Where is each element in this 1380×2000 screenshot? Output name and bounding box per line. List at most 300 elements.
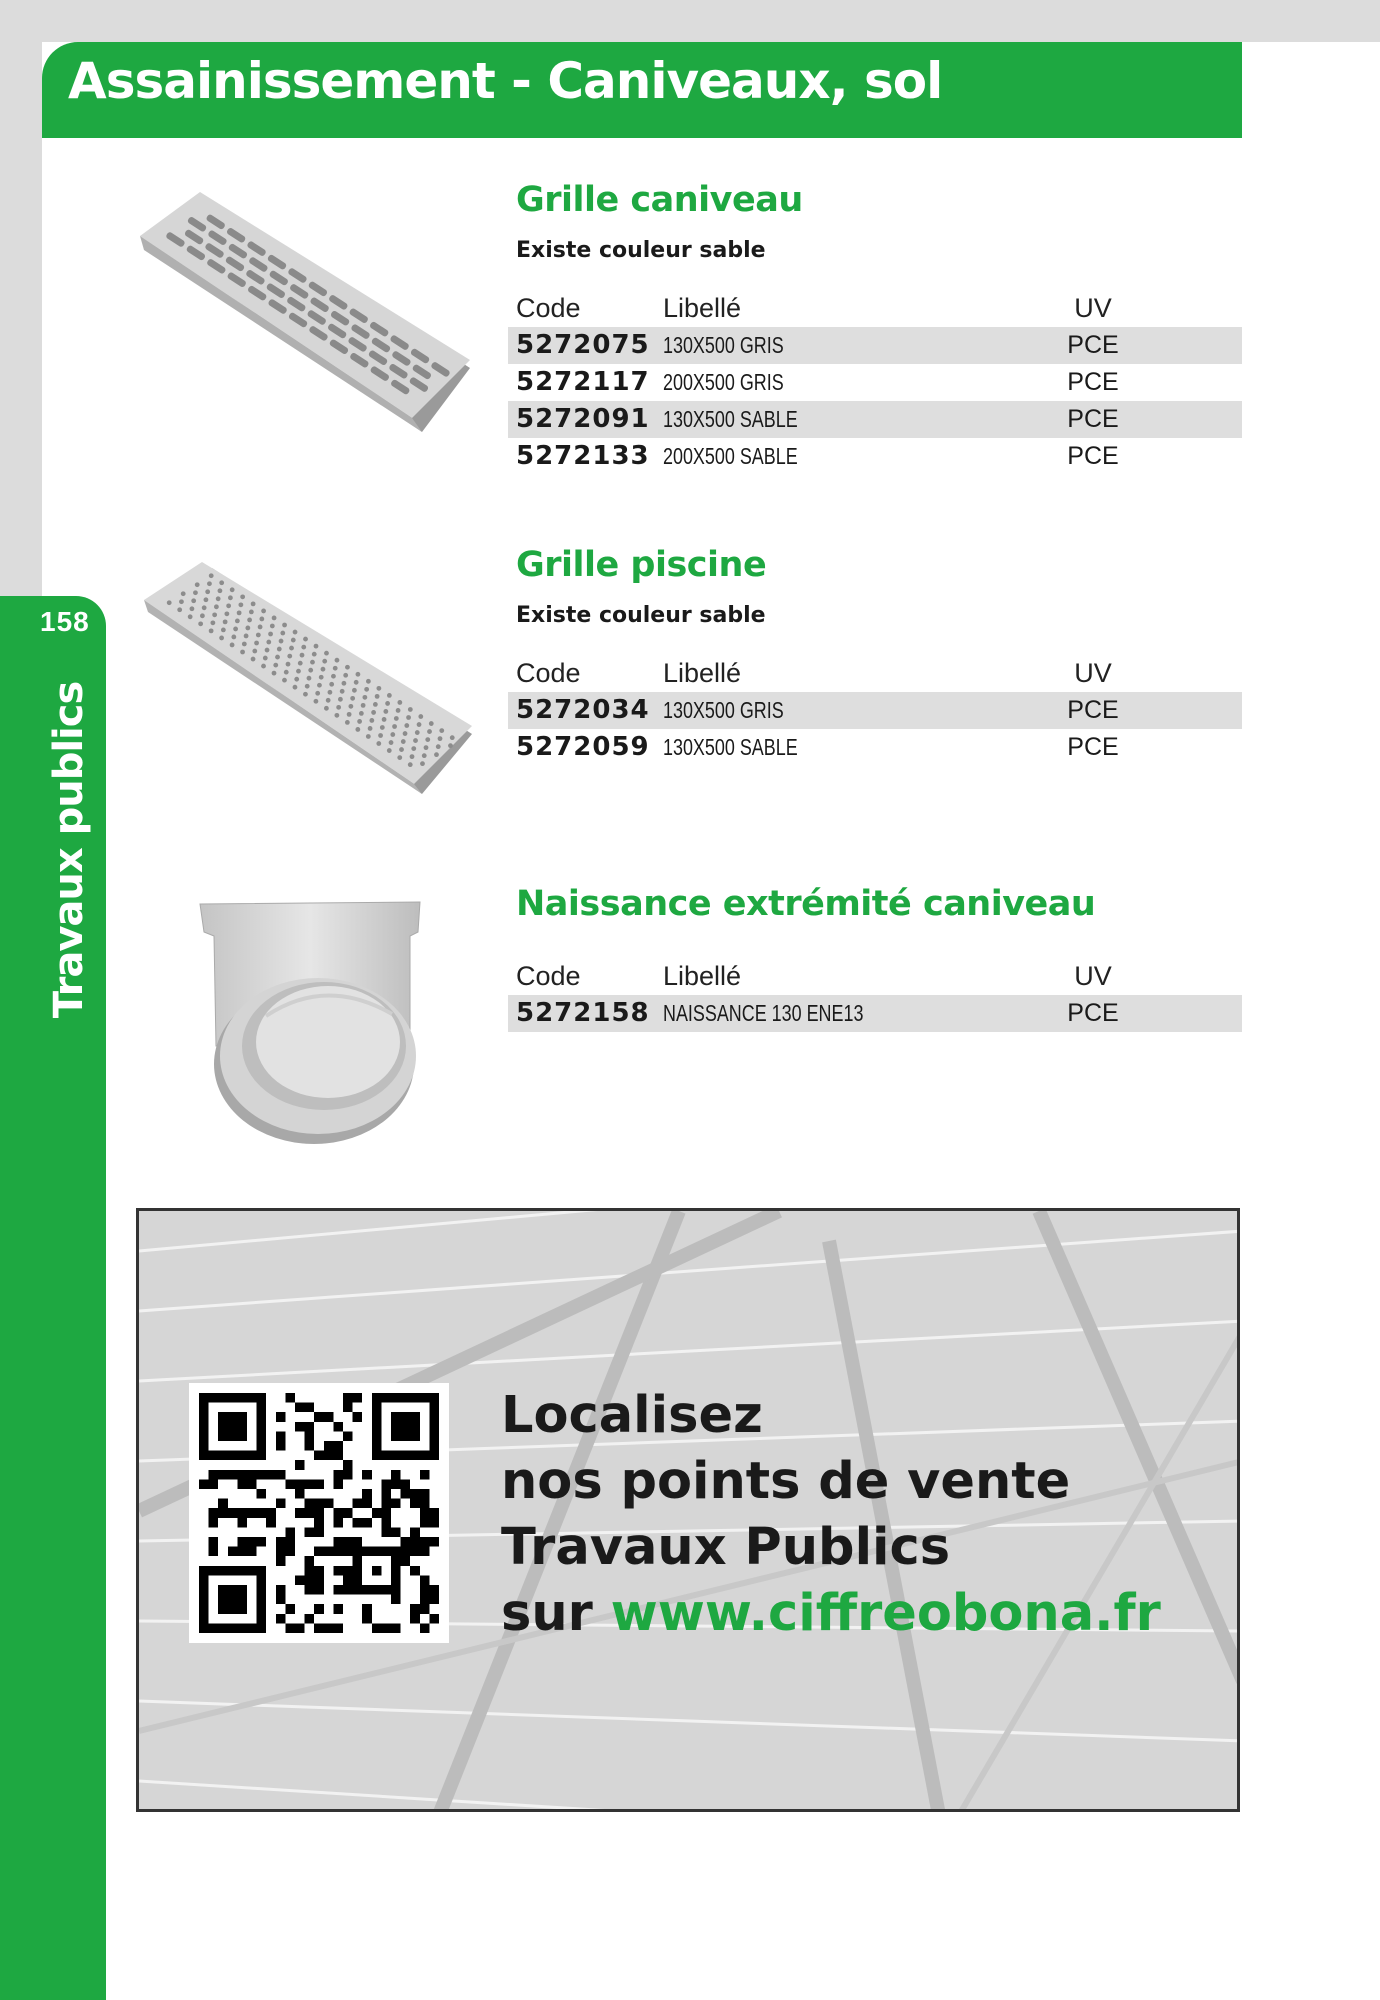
grate-hole	[190, 606, 195, 611]
grate-hole	[259, 617, 264, 622]
qr-module	[276, 1441, 286, 1451]
grate-hole	[354, 680, 359, 685]
grate-hole	[413, 738, 418, 743]
qr-module	[314, 1508, 324, 1518]
qr-module	[305, 1441, 315, 1451]
qr-module	[237, 1518, 247, 1528]
row-code: 5272133	[516, 441, 650, 471]
qr-module	[401, 1489, 411, 1499]
grate-hole	[240, 650, 245, 655]
grate-hole	[429, 721, 434, 726]
grate-hole	[328, 690, 333, 695]
qr-module	[324, 1412, 334, 1422]
qr-module	[276, 1556, 286, 1566]
qr-code-pattern	[199, 1393, 439, 1633]
qr-module	[247, 1508, 257, 1518]
grate-hole	[237, 610, 242, 615]
qr-module	[429, 1508, 439, 1518]
grate-hole	[361, 703, 366, 708]
grate-hole	[362, 695, 367, 700]
top-gray-band	[0, 0, 1380, 42]
grate-hole	[303, 692, 308, 697]
grate-hole	[298, 661, 303, 666]
product-table-naissance	[508, 958, 1242, 1032]
end-cap-outlet-image	[196, 896, 428, 1148]
grate-hole	[422, 753, 427, 758]
grate-hole	[308, 668, 313, 673]
grate-hole	[277, 647, 282, 652]
qr-module	[410, 1527, 420, 1537]
grate-hole	[266, 640, 271, 645]
qr-module	[420, 1489, 430, 1499]
grate-hole	[228, 595, 233, 600]
qr-module	[410, 1489, 420, 1499]
grate-hole	[296, 669, 301, 674]
row-libelle: 200X500 SABLE	[663, 443, 798, 469]
grate-hole	[314, 699, 319, 704]
qr-module	[410, 1604, 420, 1614]
grate-hole	[282, 623, 287, 628]
grate-hole	[238, 602, 243, 607]
qr-module	[295, 1422, 305, 1432]
qr-module	[237, 1470, 247, 1480]
grate-hole	[397, 700, 402, 705]
grate-hole	[355, 727, 360, 732]
grate-hole	[334, 713, 339, 718]
grate-hole	[233, 627, 238, 632]
grate-hole	[329, 682, 334, 687]
qr-module	[410, 1547, 420, 1557]
grate-hole	[223, 619, 228, 624]
banner-line-2: nos points de vente	[501, 1452, 1071, 1511]
banner-line-1: Localisez	[501, 1386, 763, 1445]
qr-module	[429, 1537, 439, 1547]
qr-module	[305, 1431, 315, 1441]
qr-module	[362, 1499, 372, 1509]
grate-hole	[235, 619, 240, 624]
qr-module	[305, 1585, 315, 1595]
table-row	[508, 729, 1242, 766]
row-code: 5272158	[516, 998, 650, 1028]
qr-module	[410, 1566, 420, 1576]
qr-module	[314, 1527, 324, 1537]
qr-module	[343, 1585, 353, 1595]
qr-module	[305, 1575, 315, 1585]
header-code: Code	[516, 658, 581, 688]
grate-hole	[200, 613, 205, 618]
grate-hole	[207, 581, 212, 586]
grate-hole	[425, 737, 430, 742]
qr-module	[353, 1499, 363, 1509]
qr-module	[209, 1470, 219, 1480]
grate-hole	[293, 630, 298, 635]
grate-hole	[202, 605, 207, 610]
grate-hole	[404, 723, 409, 728]
grate-hole	[224, 611, 229, 616]
header-libelle: Libellé	[663, 658, 742, 688]
qr-module	[285, 1393, 295, 1403]
grate-hole	[359, 711, 364, 716]
grate-hole	[448, 743, 453, 748]
qr-module	[391, 1479, 401, 1489]
qr-module	[218, 1470, 228, 1480]
qr-module	[228, 1547, 238, 1557]
qr-module	[305, 1527, 315, 1537]
qr-module	[372, 1623, 382, 1633]
grate-hole	[195, 582, 200, 587]
qr-module	[420, 1537, 430, 1547]
qr-module	[333, 1422, 343, 1432]
grate-hole	[244, 634, 249, 639]
product-table-grille-caniveau	[508, 290, 1242, 475]
grate-hole	[356, 672, 361, 677]
qr-code[interactable]	[189, 1383, 449, 1643]
grate-hole	[331, 674, 336, 679]
qr-module	[276, 1585, 286, 1595]
qr-module	[391, 1412, 420, 1441]
grate-hole	[382, 717, 387, 722]
page-number: 158	[40, 606, 90, 637]
grate-hole	[272, 671, 277, 676]
grate-hole	[376, 686, 381, 691]
qr-module	[372, 1508, 382, 1518]
qr-module	[295, 1489, 305, 1499]
qr-module	[333, 1585, 343, 1595]
header-code: Code	[516, 961, 581, 991]
row-uv: PCE	[1067, 733, 1119, 761]
qr-module	[333, 1623, 343, 1633]
grate-hole	[345, 720, 350, 725]
qr-module	[295, 1479, 305, 1489]
grate-hole	[209, 573, 214, 578]
grate-hole	[214, 604, 219, 609]
qr-module	[401, 1556, 411, 1566]
qr-module	[218, 1585, 247, 1614]
row-uv: PCE	[1067, 442, 1119, 470]
grate-hole	[177, 607, 182, 612]
product-title-grille-piscine: Grille piscine	[516, 545, 767, 585]
grate-hole	[387, 748, 392, 753]
website-link[interactable]: www.ciffreobona.fr	[610, 1584, 1161, 1643]
qr-module	[381, 1527, 391, 1537]
qr-module	[276, 1614, 286, 1624]
grate-hole	[209, 628, 214, 633]
grate-hole	[317, 683, 322, 688]
table-row	[508, 327, 1242, 364]
qr-module	[257, 1537, 267, 1547]
qr-module	[420, 1604, 430, 1614]
qr-module	[314, 1604, 324, 1614]
qr-module	[295, 1460, 305, 1470]
grate-hole	[300, 653, 305, 658]
grate-hole	[410, 754, 415, 759]
grate-hole	[408, 707, 413, 712]
qr-module	[362, 1614, 372, 1624]
qr-module	[362, 1518, 372, 1528]
grate-hole	[249, 610, 254, 615]
qr-module	[314, 1547, 324, 1557]
row-code: 5272075	[516, 330, 650, 360]
grate-hole	[415, 730, 420, 735]
grate-hole	[375, 694, 380, 699]
grate-hole	[307, 676, 312, 681]
row-code: 5272117	[516, 367, 650, 397]
qr-module	[362, 1470, 372, 1480]
grate-hole	[322, 659, 327, 664]
row-uv: PCE	[1067, 368, 1119, 396]
grate-hole	[303, 637, 308, 642]
qr-module	[276, 1499, 286, 1509]
qr-module	[285, 1527, 295, 1537]
qr-module	[305, 1556, 315, 1566]
table-header	[508, 958, 1242, 995]
qr-module	[314, 1623, 324, 1633]
grate-hole	[284, 670, 289, 675]
table-row	[508, 364, 1242, 401]
grate-hole	[191, 598, 196, 603]
grate-hole	[245, 626, 250, 631]
product-title-grille-caniveau: Grille caniveau	[516, 180, 803, 220]
grate-hole	[364, 687, 369, 692]
qr-module	[228, 1508, 238, 1518]
qr-module	[343, 1393, 353, 1403]
qr-module	[343, 1566, 353, 1576]
grate-hole	[312, 652, 317, 657]
qr-module	[276, 1537, 286, 1547]
grate-hole	[181, 591, 186, 596]
qr-module	[391, 1527, 401, 1537]
qr-module	[209, 1518, 219, 1528]
table-row	[508, 692, 1242, 729]
grate-hole	[270, 624, 275, 629]
qr-module	[362, 1489, 372, 1499]
qr-module	[285, 1547, 295, 1557]
qr-module	[295, 1623, 305, 1633]
grate-hole	[273, 663, 278, 668]
qr-module	[420, 1595, 430, 1605]
qr-module	[285, 1623, 295, 1633]
grate-hole	[345, 665, 350, 670]
grate-hole	[326, 698, 331, 703]
banner-line-3: Travaux Publics	[501, 1518, 951, 1577]
grate-hole	[279, 639, 284, 644]
qr-module	[209, 1537, 219, 1547]
qr-module	[237, 1537, 247, 1547]
grate-hole	[230, 587, 235, 592]
header-code: Code	[516, 293, 581, 323]
grate-hole	[335, 658, 340, 663]
qr-module	[247, 1547, 257, 1557]
qr-module	[333, 1537, 343, 1547]
grate-hole	[397, 755, 402, 760]
qr-module	[237, 1547, 247, 1557]
grate-hole	[275, 655, 280, 660]
qr-module	[324, 1499, 334, 1509]
qr-module	[218, 1499, 228, 1509]
qr-module	[391, 1499, 401, 1509]
grate-hole	[315, 691, 320, 696]
section-label: Travaux publics	[46, 681, 92, 1019]
banner-line-4	[501, 1581, 1161, 1647]
row-uv: PCE	[1067, 331, 1119, 359]
qr-module	[381, 1508, 391, 1518]
qr-module	[199, 1479, 209, 1489]
qr-module	[305, 1508, 315, 1518]
qr-module	[343, 1403, 353, 1413]
qr-module	[333, 1508, 343, 1518]
grate-hole	[417, 722, 422, 727]
qr-module	[305, 1422, 315, 1432]
qr-module	[285, 1537, 295, 1547]
grate-hole	[347, 712, 352, 717]
banner-prefix: sur	[501, 1584, 593, 1643]
row-libelle: 130X500 GRIS	[663, 697, 784, 723]
grate-hole	[436, 744, 441, 749]
qr-module	[420, 1470, 430, 1480]
qr-module	[314, 1412, 324, 1422]
grate-hole	[280, 631, 285, 636]
qr-module	[237, 1479, 247, 1489]
qr-module	[247, 1537, 257, 1547]
qr-module	[305, 1614, 315, 1624]
qr-module	[209, 1547, 219, 1557]
header-uv: UV	[1074, 658, 1112, 688]
qr-module	[237, 1508, 247, 1518]
grate-hole	[240, 594, 245, 599]
qr-module	[209, 1508, 219, 1518]
grate-hole	[179, 599, 184, 604]
grate-hole	[305, 684, 310, 689]
row-code: 5272034	[516, 695, 650, 725]
grate-hole	[188, 614, 193, 619]
qr-module	[353, 1518, 363, 1528]
grate-hole	[369, 718, 374, 723]
grate-hole	[263, 656, 268, 661]
qr-module	[257, 1489, 267, 1499]
grate-hole	[439, 728, 444, 733]
qr-module	[372, 1566, 382, 1576]
grate-hole	[272, 616, 277, 621]
grate-hole	[282, 678, 287, 683]
qr-module	[381, 1499, 391, 1509]
grate-hole	[219, 636, 224, 641]
grate-hole	[348, 704, 353, 709]
qr-module	[314, 1518, 324, 1528]
grate-hole	[301, 645, 306, 650]
qr-module	[343, 1431, 353, 1441]
grate-hole	[193, 590, 198, 595]
table-row	[508, 401, 1242, 438]
grate-hole	[401, 739, 406, 744]
qr-module	[276, 1431, 286, 1441]
qr-module	[276, 1595, 286, 1605]
qr-module	[420, 1623, 430, 1633]
qr-module	[266, 1508, 276, 1518]
row-code: 5272091	[516, 404, 650, 434]
grate-hole	[218, 588, 223, 593]
qr-module	[391, 1470, 401, 1480]
grate-hole	[291, 638, 296, 643]
grate-hole	[265, 648, 270, 653]
qr-module	[266, 1470, 276, 1480]
grate-hole	[371, 710, 376, 715]
qr-module	[381, 1518, 391, 1528]
row-libelle: NAISSANCE 130 ENE13	[663, 1000, 864, 1026]
product-table-grille-piscine	[508, 655, 1242, 766]
qr-module	[343, 1460, 353, 1470]
grate-hole	[216, 596, 221, 601]
qr-module	[429, 1518, 439, 1528]
qr-module	[324, 1451, 334, 1461]
qr-module	[420, 1575, 430, 1585]
qr-module	[401, 1479, 411, 1489]
qr-module	[324, 1441, 334, 1451]
row-libelle: 200X500 GRIS	[663, 369, 784, 395]
qr-module	[276, 1470, 286, 1480]
grate-hole	[438, 736, 443, 741]
grate-hole	[205, 589, 210, 594]
grate-hole	[212, 612, 217, 617]
grate-hole	[219, 580, 224, 585]
grate-hole	[261, 664, 266, 669]
grate-hole	[252, 649, 257, 654]
qr-module	[353, 1412, 363, 1422]
qr-module	[343, 1575, 353, 1585]
qr-module	[285, 1479, 295, 1489]
grate-hole	[368, 726, 373, 731]
grate-hole	[392, 724, 397, 729]
grate-hole	[310, 660, 315, 665]
grate-hole	[338, 697, 343, 702]
grate-hole	[418, 714, 423, 719]
qr-module	[314, 1585, 324, 1595]
qr-module	[420, 1518, 430, 1528]
qr-module	[305, 1566, 315, 1576]
grate-hole	[247, 618, 252, 623]
qr-module	[429, 1595, 439, 1605]
qr-module	[295, 1508, 305, 1518]
qr-module	[420, 1585, 430, 1595]
qr-module	[420, 1508, 430, 1518]
grate-hole	[424, 745, 429, 750]
qr-module	[401, 1537, 411, 1547]
qr-module	[343, 1537, 353, 1547]
table-row	[508, 995, 1242, 1032]
qr-module	[314, 1479, 324, 1489]
qr-module	[266, 1518, 276, 1528]
qr-module	[381, 1489, 391, 1499]
header-libelle: Libellé	[663, 293, 742, 323]
grate-hole	[287, 654, 292, 659]
grate-hole	[204, 597, 209, 602]
qr-module	[401, 1547, 411, 1557]
row-code: 5272059	[516, 732, 650, 762]
grate-hole	[231, 635, 236, 640]
row-uv: PCE	[1067, 696, 1119, 724]
grate-hole	[167, 600, 172, 605]
grate-hole	[427, 729, 432, 734]
grate-hole	[324, 706, 329, 711]
qr-module	[410, 1499, 420, 1509]
grate-hole	[366, 679, 371, 684]
qr-module	[305, 1479, 315, 1489]
qr-module	[429, 1614, 439, 1624]
grate-hole	[396, 708, 401, 713]
grate-hole	[406, 715, 411, 720]
slotted-grate-image	[136, 192, 476, 440]
grate-hole	[342, 681, 347, 686]
product-note-grille-caniveau: Existe couleur sable	[516, 238, 766, 263]
